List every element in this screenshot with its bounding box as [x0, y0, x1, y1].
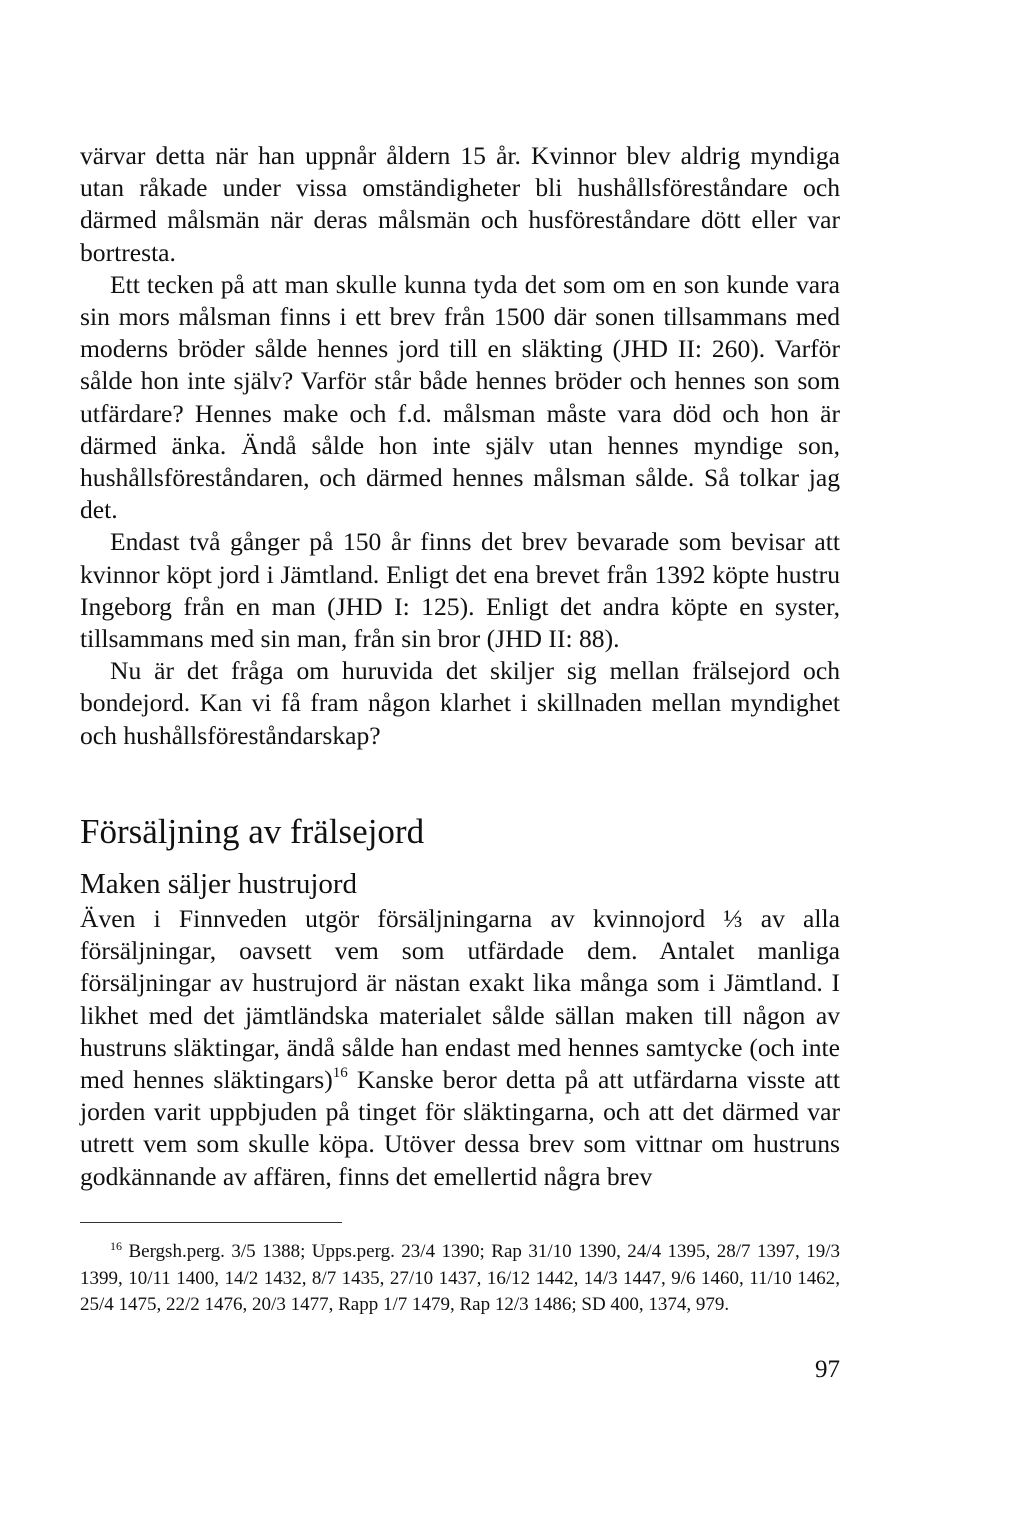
- body-text-bottom: [80, 903, 840, 1193]
- footnote: [80, 1239, 840, 1319]
- paragraph-question: Nu är det fråga om huruvida det skiljer sig mellan frälsejord och bondejord. Kan vi få fram någon klarhet i skillnaden mellan myndighet och hushållsföreståndarskap?: [80, 656, 840, 750]
- paragraph-continuation: värvar detta när han uppnår åldern 15 år. Kvinnor blev aldrig myndiga utan råkade under vissa omständigheter bli hushållsföreståndare och därmed målsmän när deras målsmän och husföreståndare dött eller var bortresta.: [80, 141, 840, 267]
- page-number: 97: [815, 1356, 840, 1383]
- paragraph-finnveden-part-1: Även i Finnveden utgör försäljningarna av kvinnojord ⅓ av alla försäljningar, oavsett vem som utfärdade dem. Antalet manliga försäljningar av hustrujord är nästan exakt lika många som i Jämtland. I likhet med det jämtländska materialet sålde sällan maken till någon av hustruns släktingar, ändå sålde han endast med hennes samtycke (och inte med hennes släktingars): [80, 904, 840, 1095]
- footnote-number: 16: [110, 1239, 122, 1253]
- footnote-reference[interactable]: 16: [332, 1065, 348, 1082]
- section-heading: Försäljning av frälsejord: [80, 812, 425, 851]
- subsection-heading: Maken säljer hustrujord: [80, 868, 358, 900]
- paragraph-son-as-guardian: Ett tecken på att man skulle kunna tyda det som om en son kunde vara sin mors målsman finns i ett brev från 1500 där sonen tillsammans med moderns bröder sålde hennes jord till en släkting (JHD II: 260). Varför sålde hon inte själv? Varför står både hennes bröder och hennes son som utfärdare? Hennes make och f.d. målsman måste vara död och hon är därmed änka. Ändå sålde hon inte själv utan hennes myndige son, hushållsföreståndaren, och därmed hennes målsman sålde. Så tolkar jag det.: [80, 269, 840, 525]
- footnote-text: Bergsh.perg. 3/5 1388; Upps.perg. 23/4 1390; Rap 31/10 1390, 24/4 1395, 28/7 1397, 19/3 1399, 10/11 1400, 14/2 1432, 8/7 1435, 27/10 1437, 16/12 1442, 14/3 1447, 9/6 1460, 11/10 1462, 25/4 1475, 22/2 1476, 20/3 1477, Rapp 1/7 1479, Rap 12/3 1486; SD 400, 1374, 979.: [80, 1241, 840, 1315]
- paragraph-finnveden-part-2: Kanske beror detta på att utfärdarna visste att jorden varit uppbjuden på tinget för släktingarna, och att det därmed var utrett vem som skulle köpa. Utöver dessa brev som vittnar om hustruns godkännande av affären, finns det emellertid några brev: [80, 1065, 840, 1191]
- paragraph-women-buying-land: Endast två gånger på 150 år finns det brev bevarade som bevisar att kvinnor köpt jord i Jämtland. Enligt det ena brevet från 1392 köpte hustru Ingeborg från en man (JHD I: 125). Enligt det andra köpte en syster, tillsammans med sin man, från sin bror (JHD II: 88).: [80, 527, 840, 654]
- footnote-divider: [80, 1222, 342, 1223]
- body-text-top: [80, 140, 840, 752]
- paragraph-finnveden: [80, 903, 840, 1193]
